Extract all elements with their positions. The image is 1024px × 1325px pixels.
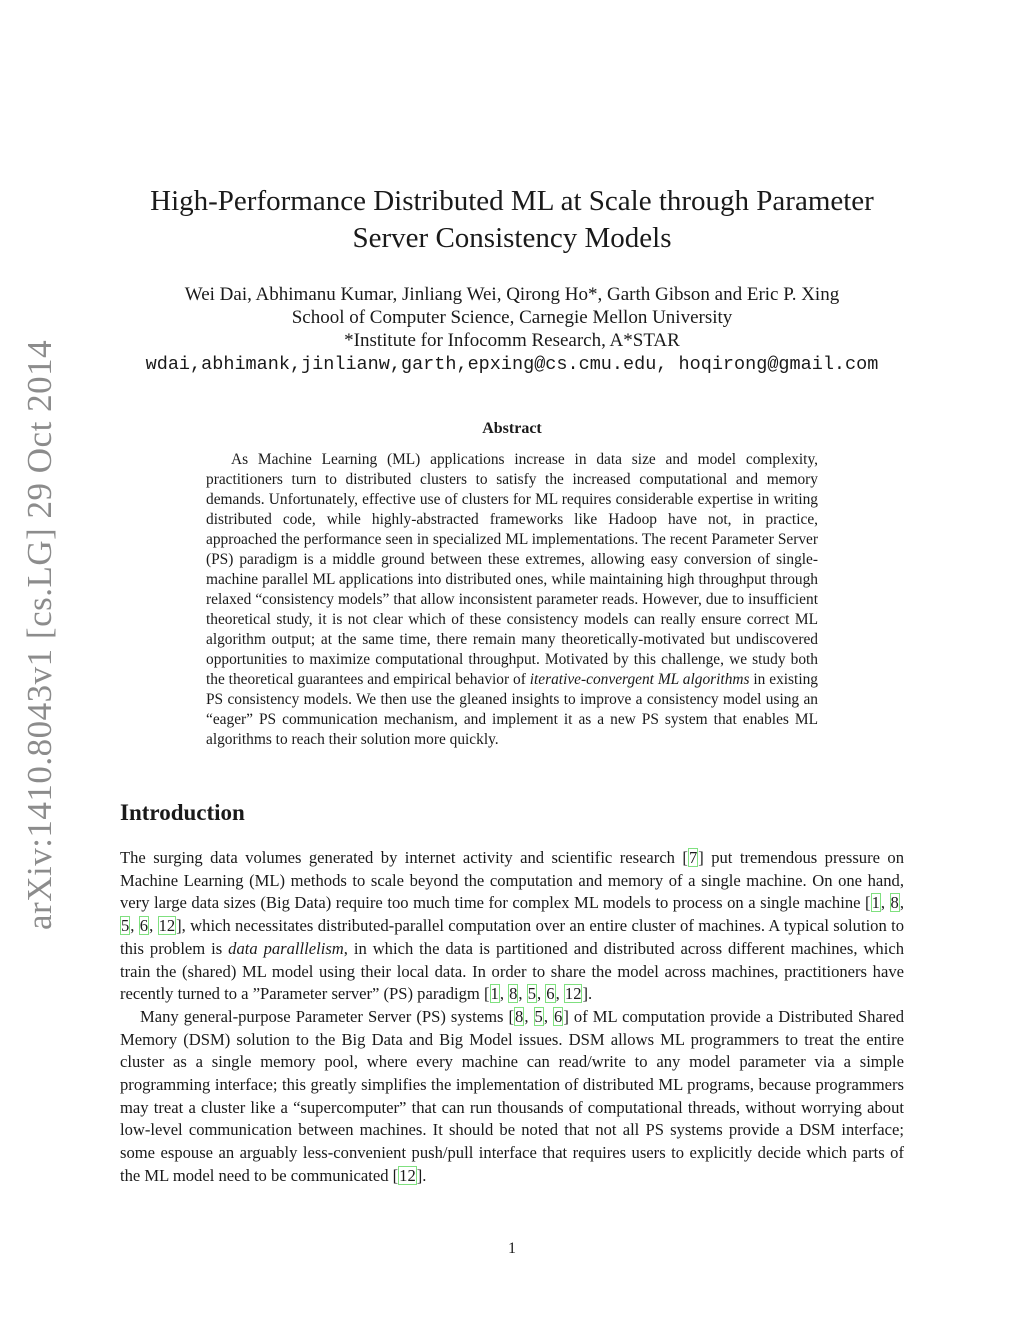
introduction-heading: Introduction — [120, 800, 245, 825]
author-emails: wdai,abhimank,jinlianw,garth,epxing@cs.cmu.edu, hoqirong@gmail.com — [145, 354, 879, 375]
citation-link[interactable]: 5 — [527, 984, 536, 1004]
author-block — [100, 283, 924, 376]
citation-link[interactable]: 5 — [534, 1006, 543, 1026]
citation-link[interactable]: 12 — [158, 916, 176, 936]
abstract-text — [206, 450, 818, 750]
author-names: Wei Dai, Abhimanu Kumar, Jinliang Wei, Qirong Ho*, Garth Gibson and Eric P. Xing — [184, 284, 840, 305]
intro-p1-text: , in which the data is partitioned and distributed across different machines, which train the (shared) ML model using their local data. In order to share the model across machines, practitioners have recently turned to a ”Parameter server” (PS) paradigm [ — [120, 938, 904, 1004]
citation-link[interactable]: 6 — [554, 1006, 563, 1026]
intro-p1-text: ]. — [582, 984, 593, 1004]
citation-link[interactable]: 6 — [546, 984, 555, 1004]
paper-title — [120, 183, 904, 257]
intro-p2-text: ]. — [416, 1165, 427, 1185]
page-number: 1 — [508, 1240, 516, 1257]
citation-link[interactable]: 1 — [871, 893, 880, 913]
arxiv-identifier: arXiv:1410.8043v1 [cs.LG] 29 Oct 2014 — [20, 339, 59, 930]
intro-italic-term: data paralllelism — [228, 938, 344, 958]
citation-link[interactable]: 12 — [564, 984, 582, 1004]
citation-link[interactable]: 8 — [515, 1006, 524, 1026]
abstract-text-part-2: in existing PS consistency models. We then use the gleaned insights to improve a consistency model using an “eager” PS communication mechanism, and implement it as a new PS system that enables ML algorithms to reach their solution more quickly. — [206, 671, 818, 748]
intro-p2-text: Many general-purpose Parameter Server (PS) systems [ — [140, 1006, 515, 1026]
title-line-1: High-Performance Distributed ML at Scale through Parameter — [150, 185, 874, 217]
intro-p2-text: ] of ML computation provide a Distributed Shared Memory (DSM) solution to the Big Data and Big Model issues. DSM allows ML programmers to treat the entire cluster as a single memory pool, where every machine can read/write to any model parameter via a simple programming interface; this greatly simplifies the implementation of distributed ML programs, because programmers may treat a cluster like a “supercomputer” that can run thousands of computational threads, without worrying about low-level communication between machines. It should be noted that not all PS systems provide a DSM interface; some espouse an arguably less-convenient push/pull interface that requires users to explicitly decide which parts of the ML model need to be communicated [ — [120, 1006, 905, 1185]
citation-link[interactable]: 8 — [890, 893, 899, 913]
introduction-body — [120, 847, 904, 1188]
citation-link[interactable]: 6 — [139, 916, 149, 936]
citation-link[interactable]: 5 — [121, 916, 130, 936]
citation-link[interactable]: 12 — [399, 1165, 416, 1185]
abstract-italic-phrase: iterative-convergent ML algorithms — [529, 671, 750, 688]
abstract-heading: Abstract — [482, 420, 542, 437]
citation-link[interactable]: 1 — [490, 984, 499, 1004]
intro-p1-text: put tremendous pressure on Machine Learning (ML) methods to scale beyond the computation and memory of a single machine. On one hand, very large data sizes (Big Data) require too much time for complex ML models to process on a single machine [ — [120, 848, 904, 913]
intro-p1-text: The surging data volumes generated by internet activity and scientific research — [120, 848, 683, 867]
intro-p1-text: ], which necessitates distributed-parallel computation over an entire cluster of machines. A typical solution to this problem is — [120, 916, 905, 958]
citation-link[interactable]: 8 — [509, 984, 518, 1004]
abstract-text-part-1: As Machine Learning (ML) applications increase in data size and model complexity, practitioners turn to distributed clusters to satisfy the increased computational and memory demands. Unfortunately, effective use of clusters for ML requires considerable expertise in writing distributed code, while highly-abstracted frameworks like Hadoop have not, in practice, approached the performance seen in specialized ML implementations. The recent Parameter Server (PS) paradigm is a middle ground between these extremes, allowing easy conversion of single-machine parallel ML applications into distributed ones, while maintaining high throughput through relaxed “consistency models” that allow inconsistent parameter reads. However, due to insufficient theoretical study, it is not clear which of these consistency models can really ensure correct ML algorithm output; at the same time, there remain many theoretically-motivated but undiscovered opportunities to maximize computational throughput. Motivated by this challenge, we study both the theoretical guarantees and empirical behavior of — [206, 451, 818, 688]
title-line-2: Server Consistency Models — [352, 222, 672, 254]
affiliation-astar: *Institute for Infocomm Research, A*STAR — [344, 330, 680, 351]
intro-paragraph-2: Many general-purpose Parameter Server (PS) systems [8, 5, 6] of ML computation provide a Distributed Shared Memory (DSM) solution to the Big Data and Big Model issues. DSM allows ML programmers to treat the entire cluster as a single memory pool, where every machine can read/write to any model parameter via a simple programming interface; this greatly simplifies the implementation of distributed ML programs, because programmers may treat a cluster like a “supercomputer” that can run thousands of computational threads, without worrying about low-level communication between machines. It should be noted that not all PS systems provide a DSM interface; some espouse an arguably less-convenient push/pull interface that requires users to explicitly decide which parts of the ML model need to be communicated [12]. — [120, 1006, 905, 1185]
intro-paragraph-1: The surging data volumes generated by internet activity and scientific research [7] put tremendous pressure on Machine Learning (ML) methods to scale beyond the computation and memory of a single machine. On one hand, very large data sizes (Big Data) require too much time for complex ML models to process on a single machine [1, 8, 5, 6, 12], which necessitates distributed-parallel computation over an entire cluster of machines. A typical solution to this problem is data paralllelism, in which the data is partitioned and distributed across different machines, which train the (shared) ML model using their local data. In order to share the model across machines, practitioners have recently turned to a ”Parameter server” (PS) paradigm [1, 8, 5, 6, 12]. — [120, 848, 905, 1004]
affiliation-cmu: School of Computer Science, Carnegie Mellon University — [291, 307, 733, 328]
citation-link[interactable]: 7 — [688, 848, 698, 867]
